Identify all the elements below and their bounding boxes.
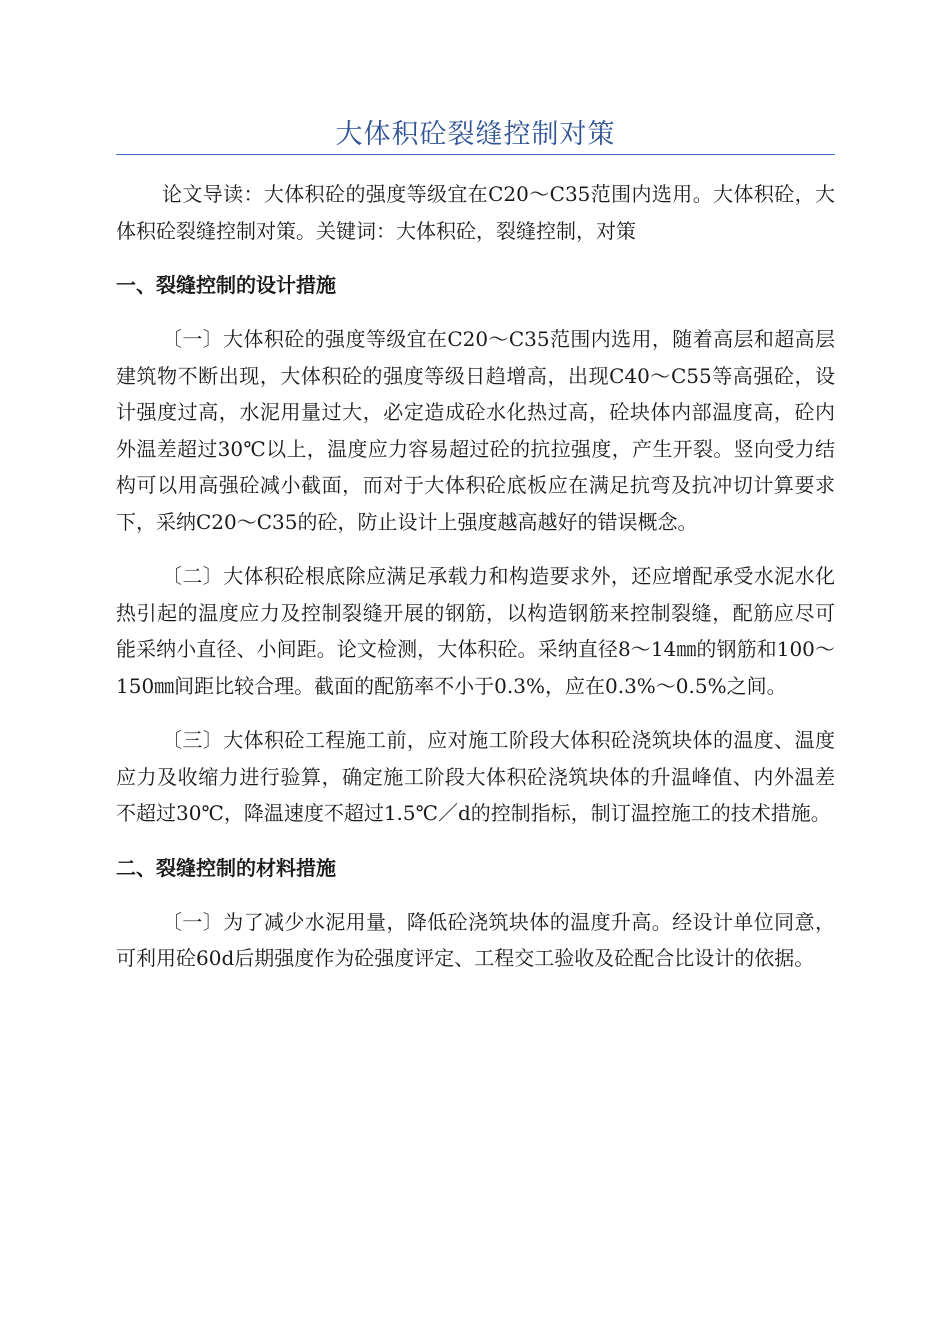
title-underline	[116, 154, 835, 155]
section-heading: 一、裂缝控制的设计措施	[116, 273, 336, 297]
document-body	[116, 176, 835, 995]
intro-paragraph: 论文导读：大体积砼的强度等级宜在C20～C35范围内选用。大体积砼，大体积砼裂缝控制对策。关键词：大体积砼，裂缝控制，对策	[116, 182, 835, 243]
body-paragraph: 〔三〕大体积砼工程施工前，应对施工阶段大体积砼浇筑块体的温度、温度应力及收缩力进行验算，确定施工阶段大体积砼浇筑块体的升温峰值、内外温差不超过30℃，降温速度不超过1.5℃／d的控制指标，制订温控施工的技术措施。	[116, 728, 835, 825]
section-heading: 二、裂缝控制的材料措施	[116, 855, 336, 880]
document-title: 大体积砼裂缝控制对策	[335, 119, 616, 150]
body-paragraph: 〔一〕大体积砼的强度等级宜在C20～C35范围内选用，随着高层和超高层建筑物不断出现，大体积砼的强度等级日趋增高，出现C40～C55等高强砼，设计强度过高，水泥用量过大，必定造成砼水化热过高，砼块体内部温度高，砼内外温差超过30℃以上，温度应力容易超过砼的抗拉强度，产生开裂。竖向受力结构可以用高强砼减小截面，而对于大体积砼底板应在满足抗弯及抗冲切计算要求下，采纳C20～C35的砼，防止设计上强度越高越好的错误概念。	[116, 327, 835, 534]
body-paragraph: 〔一〕为了减少水泥用量，降低砼浇筑块体的温度升高。经设计单位同意，可利用砼60d后期强度作为砼强度评定、工程交工验收及砼配合比设计的依据。	[116, 909, 835, 970]
body-paragraph: 〔二〕大体积砼根底除应满足承载力和构造要求外，还应增配承受水泥水化热引起的温度应力及控制裂缝开展的钢筋，以构造钢筋来控制裂缝，配筋应尽可能采纳小直径、小间距。论文检测，大体积砼。采纳直径8～14㎜的钢筋和100～150㎜间距比较合理。截面的配筋率不小于0.3%，应在0.3%～0.5%之间。	[116, 564, 835, 698]
